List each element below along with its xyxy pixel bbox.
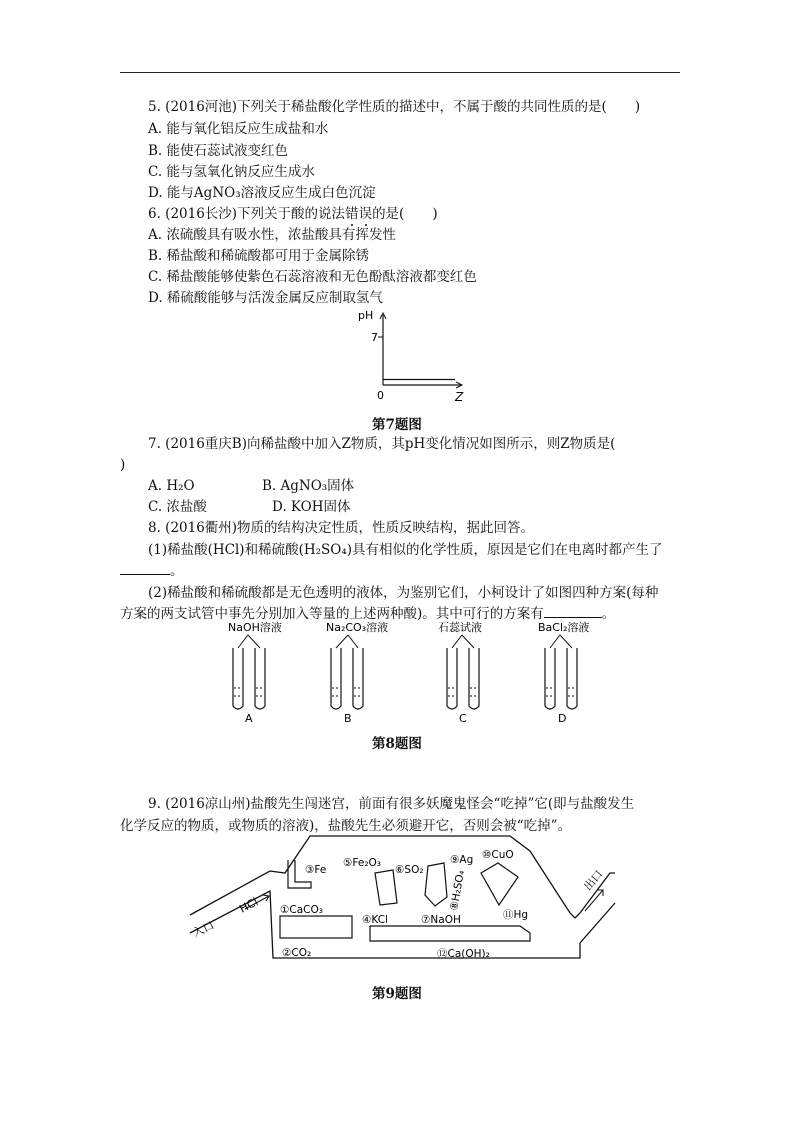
fig8-scheme-b <box>326 620 388 725</box>
fig9-item-5: ⑤Fe₂O₃ <box>343 857 382 869</box>
fig8-scheme-c <box>438 620 482 725</box>
fig9-hcl-label: HCl <box>237 895 261 916</box>
fig9-entrance-label: 入口 <box>190 918 217 940</box>
fig9-item-2: ②CO₂ <box>282 947 312 959</box>
q7-stem-line1: 7. (2016重庆B)向稀盐酸中加入Z物质，其pH变化情况如图所示，则Z物质是( <box>148 436 616 452</box>
fig7-tick-label-0: 0 <box>377 389 384 402</box>
fig8-scheme-d <box>538 620 589 725</box>
q5-option-b: B. 能使石蕊试液变红色 <box>148 143 289 159</box>
q7-option-a: A. H₂O <box>148 478 195 494</box>
q6-stem: 6. (2016长沙)下列关于酸的说法错误的是( ) <box>148 206 438 222</box>
q8-stem: 8. (2016衢州)物质的结构决定性质，性质反映结构，据此回答。 <box>148 520 535 536</box>
fig9-obstacle-fe2o3 <box>375 870 397 905</box>
fig9-obstacle-caoh2 <box>370 926 530 941</box>
q6-option-b: B. 稀盐酸和稀硫酸都可用于金属除锈 <box>148 248 370 264</box>
q7-option-c: C. 浓盐酸 <box>148 499 207 515</box>
fig9-exit-arrow <box>585 890 603 911</box>
fig9-item-9: ⑨Ag <box>450 854 474 866</box>
fig9-item-4: ④KCl <box>362 914 388 926</box>
q6-option-c: C. 稀盐酸能够使紫色石蕊溶液和无色酚酞溶液都变红色 <box>148 269 477 285</box>
fig8-letter-c: C <box>459 712 467 725</box>
q8-part1-answer-blank[interactable] <box>120 562 170 575</box>
q8-part2-answer-blank[interactable] <box>544 605 602 618</box>
fig9-item-8: ⑧H₂SO₄ <box>448 869 468 912</box>
q7-stem-line2: ) <box>120 457 126 473</box>
fig8-scheme-a <box>228 620 282 725</box>
fig9-item-3: ③Fe <box>305 864 327 876</box>
q8-part1-line2: 。 <box>120 562 184 580</box>
q5-option-a: A. 能与氧化铝反应生成盐和水 <box>148 121 329 137</box>
fig8-reagent-d: BaCl₂溶液 <box>538 621 590 634</box>
fig9-exit-label: 出口 <box>581 867 606 893</box>
q9-stem-line2: 化学反应的物质，或物质的溶液)，盐酸先生必须避开它，否则会被“吃掉”。 <box>120 818 572 834</box>
fig8-letter-b: B <box>344 712 352 725</box>
fig9-obstacle-ag <box>425 863 447 906</box>
fig7-ylabel: pH <box>358 309 374 322</box>
fig9-obstacle-caco3 <box>280 916 352 938</box>
q8-part1-line1: (1)稀盐酸(HCl)和稀硫酸(H₂SO₄)具有相似的化学性质，原因是它们在电离时都产生了 <box>148 542 663 558</box>
fig9-caption: 第9题图 <box>372 986 422 1002</box>
fig7-tick-label-7: 7 <box>371 331 378 344</box>
q7-option-d: D. KOH固体 <box>272 499 351 515</box>
fig9-item-7: ⑦NaOH <box>421 914 461 926</box>
q6-option-a: A. 浓硫酸具有吸水性，浓盐酸具有挥发性 <box>148 227 396 243</box>
fig8-letter-d: D <box>558 712 567 725</box>
fig8-letter-a: A <box>245 712 253 725</box>
q8-part2-line2: 方案的两支试管中事先分别加入等量的上述两种酸)。其中可行的方案有 。 <box>120 606 616 622</box>
fig9-maze <box>185 833 625 973</box>
fig8-reagent-a: NaOH溶液 <box>228 621 282 634</box>
q8-part2-line1: (2)稀盐酸和稀硫酸都是无色透明的液体，为鉴别它们，小柯设计了如图四种方案(每种 <box>148 585 659 601</box>
fig9-item-10: ⑩CuO <box>482 849 514 861</box>
fig9-obstacle-cuo <box>481 863 518 905</box>
fig7-caption: 第7题图 <box>372 417 422 433</box>
fig8-reagent-c: 石蕊试液 <box>438 621 482 634</box>
fig9-item-12: ⑫Ca(OH)₂ <box>437 948 490 960</box>
q9-stem-line1: 9. (2016凉山州)盐酸先生闯迷宫，前面有很多妖魔鬼怪会“吃掉”它(即与盐酸发生 <box>148 796 635 812</box>
q5-option-d: D. 能与AgNO₃溶液反应生成白色沉淀 <box>148 185 376 201</box>
fig8-caption: 第8题图 <box>372 736 422 752</box>
fig8-test-tubes <box>200 618 620 728</box>
fig9-item-11: ⑪Hg <box>503 909 529 921</box>
header-rule <box>120 72 680 73</box>
q6-option-d: D. 稀硫酸能够与活泼金属反应制取氢气 <box>148 290 383 306</box>
fig9-item-6: ⑥SO₂ <box>395 864 424 876</box>
q7-option-b: B. AgNO₃固体 <box>262 478 355 494</box>
fig7-ph-chart <box>350 305 480 405</box>
q5-stem: 5. (2016河池)下列关于稀盐酸化学性质的描述中，不属于酸的共同性质的是( ) <box>148 99 641 115</box>
q5-option-c: C. 能与氢氧化钠反应生成水 <box>148 164 315 180</box>
fig9-item-1: ①CaCO₃ <box>280 904 323 916</box>
fig7-xlabel: Z <box>455 390 464 404</box>
fig8-reagent-b: Na₂CO₃溶液 <box>326 621 389 634</box>
